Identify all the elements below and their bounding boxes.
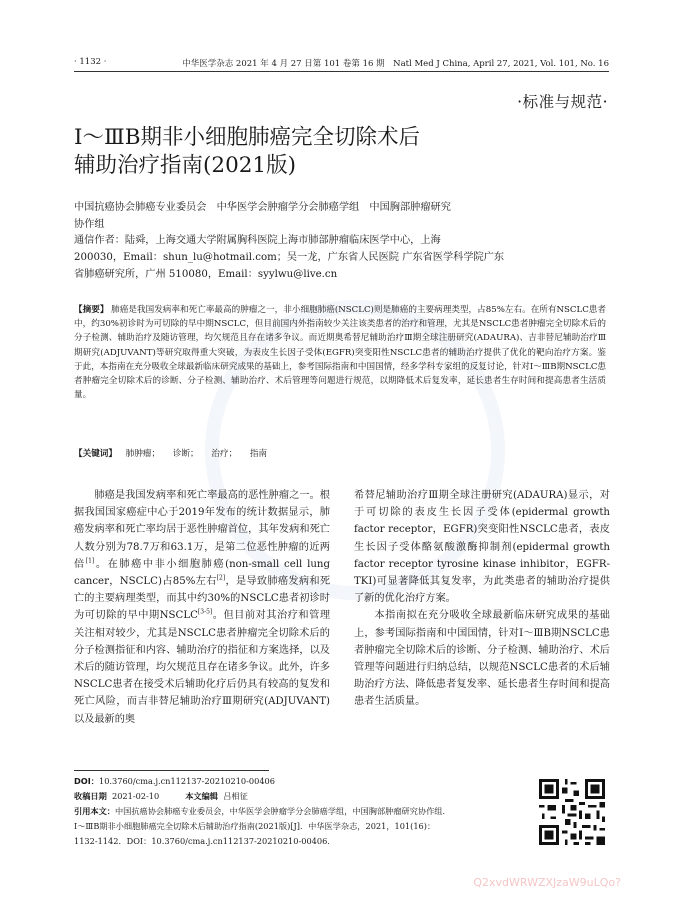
editor-name: 吕相征	[223, 791, 248, 801]
author-line: 省肺癌研究所，广州 510080，Email：syylwu@live.cn	[74, 268, 338, 280]
keywords-label: 【关键词】	[74, 449, 117, 459]
title-line: 辅助治疗指南(2021版)	[74, 153, 296, 178]
received-date: 2021-02-10	[111, 791, 160, 801]
citation-text: 1132-1142．DOI：10.3760/cma.j.cn112137-20210210-00406.	[74, 836, 330, 846]
journal-info: 中华医学杂志 2021 年 4 月 27 日第 101 卷第 16 期 Natl Med J China, April 27, 2021, Vol. 101, No. 16	[182, 59, 609, 69]
body-column-left	[74, 487, 330, 728]
paper-title	[74, 124, 574, 180]
doi-link[interactable]: 10.3760/cma.j.cn112137-20210210-00406	[99, 776, 275, 786]
abstract	[74, 303, 606, 402]
qr-code-icon[interactable]	[536, 776, 608, 848]
footer-divider	[74, 770, 269, 771]
author-block	[74, 200, 514, 284]
bottom-watermark: Q2xvdWRWZXJzaW9uLQo?	[473, 876, 621, 889]
cite-label: 引用本文：	[74, 806, 115, 816]
citation-text: Ⅰ～ⅢB期非小细胞肺癌完全切除术后辅助治疗指南(2021版)[J]．中华医学杂志，2021，101(16)：	[74, 821, 436, 831]
keyword: 指南	[249, 449, 268, 459]
abstract-label: 【摘要】	[74, 305, 109, 315]
page-number: · 1132 ·	[74, 57, 107, 67]
body-text: 。在肺癌中非小细胞肺癌(non-small cell lung cancer，NSCLC)占85%左右	[74, 558, 331, 588]
keywords	[74, 447, 277, 459]
author-line: 协作组	[74, 218, 105, 230]
body-paragraph: 希替尼辅助治疗Ⅲ期全球注册研究(ADAURA)显示，对于可切除的表皮生长因子受体(epidermal growth factor receptor，EGFR)突变阳性NSCLC患者，表皮生长因子受体酪氨酸激酶抑制剂(epidermal growth factor receptor tyrosine kinase inhibitor，EGFR-TKI)可显著降低其复发率，为此类患者的辅助治疗提供了新的优化治疗方案。	[354, 490, 610, 605]
keyword: 诊断；	[172, 449, 199, 459]
reference-mark[interactable]: [1]	[85, 557, 95, 565]
body-text: ，是导致肺癌发病和死亡的主要病理类型，而其中约30%的NSCLC患者初诊时为可切除的早中期NSCLC	[74, 576, 331, 622]
editor-label: 本文编辑	[185, 791, 218, 801]
body-text: 。但目前对其治疗和管理关注相对较少，尤其是NSCLC患者肿瘤完全切除术后的分子检测指征和内容、辅助治疗的指征和方案选择，以及术后的随访管理，均欠规范且存在诸多争议。此外，许多NSCLC患者在接受术后辅助化疗后仍具有较高的复发和死亡风险，而吉非替尼辅助治疗Ⅲ期研究(ADJUVANT)以及最新的奥	[74, 610, 331, 725]
body-paragraph	[74, 487, 330, 728]
reference-mark[interactable]: [3-5]	[197, 609, 213, 617]
citation-text: 中国抗癌协会肺癌专业委员会，中华医学会肿瘤学分会肺癌学组，中国胸部肿瘤研究协作组．	[114, 806, 451, 816]
body-text: 肺癌是我国发病率和死亡率最高的恶性肿瘤之一。根据我国国家癌症中心于2019年发布的统计数据显示，肺癌发病率和死亡率均居于恶性肿瘤首位，其年发病和死亡人数分别为78.7万和63.1万，是第二位恶性肿瘤的近两倍	[74, 490, 330, 570]
abstract-text: 肺癌是我国发病率和死亡率最高的肿瘤之一，非小细胞肺癌(NSCLC)则是肺癌的主要病理类型，占85%左右。在所有NSCLC患者中，约30%初诊时为可切除的早中期NSCLC，但目前国内外指南较少关注该类患者的治疗和管理，尤其是NSCLC患者肿瘤完全切除术后的分子检测、辅助治疗及随访管理，均欠规范且存在诸多争议。而近期奥希替尼辅助治疗Ⅲ期全球注册研究(ADAURA)、吉非替尼辅助治疗Ⅲ期研究(ADJUVANT)等研究取得重大突破，为表皮生长因子受体(EGFR)突变阳性NSCLC患者的辅助治疗提供了优化的靶向治疗方案。鉴于此，本指南在充分吸收全球最新临床研究成果的基础上，参考国际指南和中国国情，经多学科专家组的反复讨论，针对Ⅰ～ⅢB期NSCLC患者肿瘤完全切除术后的诊断、分子检测、辅助治疗、术后管理等问题进行规范，以期降低术后复发率，延长患者生存时间和提高患者生活质量。	[74, 305, 606, 401]
body-column-right	[354, 487, 610, 711]
section-label: ·标准与规范·	[517, 93, 608, 111]
title-line: Ⅰ～ⅢB期非小细胞肺癌完全切除术后	[74, 125, 421, 150]
author-line: 200030，Email：shun_lu@hotmail.com；吴一龙，广东省人民医院 广东省医学科学院广东	[74, 252, 505, 264]
footer-info	[74, 774, 534, 849]
keyword: 肺肿瘤；	[125, 449, 161, 459]
received-label: 收稿日期	[74, 791, 107, 801]
header-divider	[74, 71, 609, 72]
author-line: 中国抗癌协会肺癌专业委员会 中华医学会肿瘤学分会肺癌学组 中国胸部肿瘤研究	[74, 202, 451, 213]
doi-label: DOI：	[74, 776, 99, 786]
reference-mark[interactable]: [2]	[216, 574, 226, 582]
body-paragraph: 本指南拟在充分吸收全球最新临床研究成果的基础上，参考国际指南和中国国情，针对Ⅰ～ⅢB期NSCLC患者肿瘤完全切除术后的诊断、分子检测、辅助治疗、术后管理等问题进行归纳总结，以规范NSCLC患者的术后辅助治疗方法、降低患者复发率、延长患者生存时间和提高患者生活质量。	[354, 610, 610, 708]
author-line: 通信作者：陆舜，上海交通大学附属胸科医院上海市肺部肿瘤临床医学中心，上海	[74, 235, 441, 247]
keyword: 治疗；	[211, 449, 238, 459]
